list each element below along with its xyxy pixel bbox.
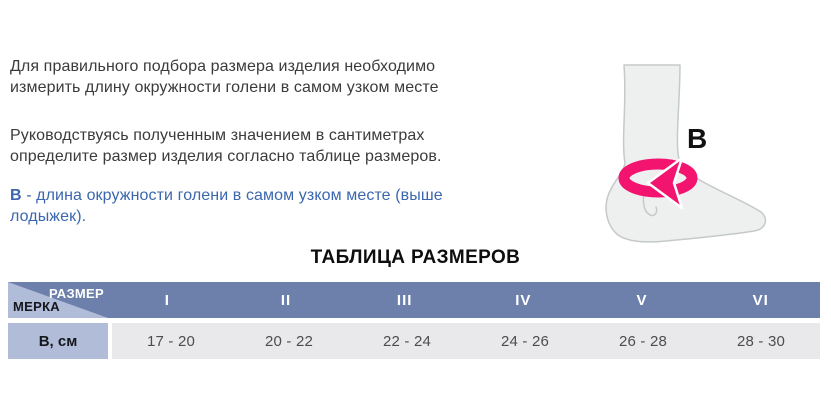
size-range-cell-3: 22 - 24 bbox=[382, 332, 432, 350]
size-values-strip bbox=[112, 323, 820, 359]
corner-measure-label: МЕРКА bbox=[13, 299, 60, 314]
table-corner-cell bbox=[8, 282, 108, 318]
size-table-data-row bbox=[8, 323, 820, 359]
size-column-header-4: IV bbox=[515, 291, 532, 309]
leg-foot-illustration bbox=[598, 55, 803, 255]
size-table bbox=[8, 282, 820, 359]
measure-row-label: В, см bbox=[8, 323, 108, 359]
size-range-cell-6: 28 - 30 bbox=[736, 332, 786, 350]
measurement-note-symbol: В bbox=[10, 187, 22, 204]
ankle-measurement-figure bbox=[598, 55, 803, 255]
size-range-cell-2: 20 - 22 bbox=[264, 332, 314, 350]
size-table-title: ТАБЛИЦА РАЗМЕРОВ bbox=[310, 247, 521, 268]
size-column-header-2: II bbox=[280, 291, 292, 309]
size-column-header-5: V bbox=[636, 291, 648, 309]
size-column-header-1: I bbox=[164, 291, 170, 309]
size-range-cell-4: 24 - 26 bbox=[500, 332, 550, 350]
size-column-header-3: III bbox=[396, 291, 413, 309]
size-column-header-6: VI bbox=[752, 291, 769, 309]
measurement-note-text: - длина окружности голени в самом узком месте (выше лодыжек). bbox=[10, 187, 443, 225]
measurement-point-label: В bbox=[687, 123, 708, 154]
corner-size-label: РАЗМЕР bbox=[48, 286, 104, 301]
intro-paragraph-1: Для правильного подбора размера изделия необходимо измерить длину окружности голени в самом узком месте bbox=[10, 58, 439, 96]
intro-paragraph-2: Руководствуясь полученным значением в сантиметрах определите размер изделия согласно таблице размеров. bbox=[10, 127, 442, 165]
measurement-note bbox=[10, 185, 462, 227]
size-table-header-row bbox=[8, 282, 820, 318]
size-range-cell-1: 17 - 20 bbox=[146, 332, 196, 350]
size-range-cell-5: 26 - 28 bbox=[618, 332, 668, 350]
leg-silhouette bbox=[606, 65, 765, 242]
